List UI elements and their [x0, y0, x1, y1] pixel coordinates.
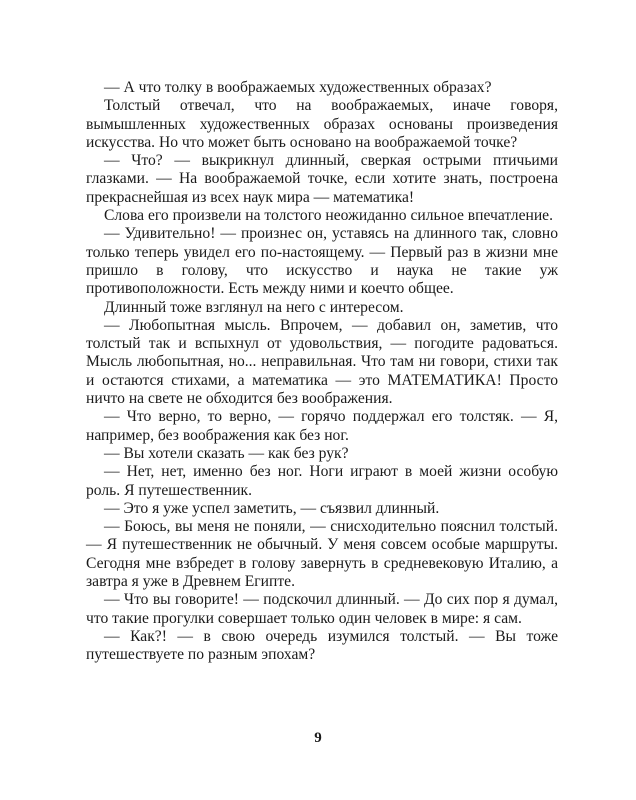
paragraph: Слова его произвели на толстого неожиданно сильное впечатление.	[104, 207, 554, 225]
page-number: 9	[314, 730, 322, 746]
paragraph: — Любопытная мысль. Впрочем, — добавил он, заметив, что толстый так и вспыхнул от удовольствия, — погодите радоваться. Мысль любопытная, но... неправильная. Что там ни говори, стихи так и остаются стихами, а математика — это МАТЕМАТИКА! Просто ничто на свете не обходится без воображения.	[86, 316, 558, 408]
body-text	[86, 79, 558, 665]
paragraph: — А что толку в воображаемых художественных образах?	[104, 79, 492, 96]
paragraph: — Что вы говорите! — подскочил длинный. — До сих пор я думал, что такие прогулки совершает только один человек в мире: я сам.	[86, 591, 558, 627]
paragraph: — Что? — выкрикнул длинный, сверкая острыми птичьими глазками. — На воображаемой точке, если хотите знать, построена прекраснейшая из всех наук мира — математика!	[86, 152, 558, 206]
paragraph: — Вы хотели сказать — как без рук?	[104, 444, 349, 462]
paragraph: — Как?! — в свою очередь изумился толстый. — Вы тоже путешествуете по разным эпохам?	[86, 627, 558, 664]
paragraph: — Это я уже успел заметить, — съязвил длинный.	[104, 499, 440, 517]
paragraph: Длинный тоже взглянул на него с интересом.	[104, 298, 404, 316]
paragraph: — Боюсь, вы меня не поняли, — снисходительно пояснил толстый. — Я путешественник не обычный. У меня совсем особые маршруты. Сегодня мне взбредет в голову завернуть в средневековую Италию, а завтра я уже в Древнем Египте.	[86, 518, 558, 591]
paragraph: Толстый отвечал, что на воображаемых, иначе говоря, вымышленных художественных образах основаны произведения искусства. Но что может быть основано на воображаемой точке?	[86, 97, 558, 151]
paragraph: — Нет, нет, именно без ног. Ноги играют в моей жизни особую роль. Я путешественник.	[86, 463, 558, 499]
paragraph: — Удивительно! — произнес он, уставясь на длинного так, словно только теперь увидел его по-настоящему. — Первый раз в жизни мне пришло в голову, что искусство и наука не такие уж противоположности. Есть между ними и коечто общее.	[86, 225, 558, 298]
paragraph: — Что верно, то верно, — горячо поддержал его толстяк. — Я, например, без воображения как без ног.	[86, 408, 558, 444]
